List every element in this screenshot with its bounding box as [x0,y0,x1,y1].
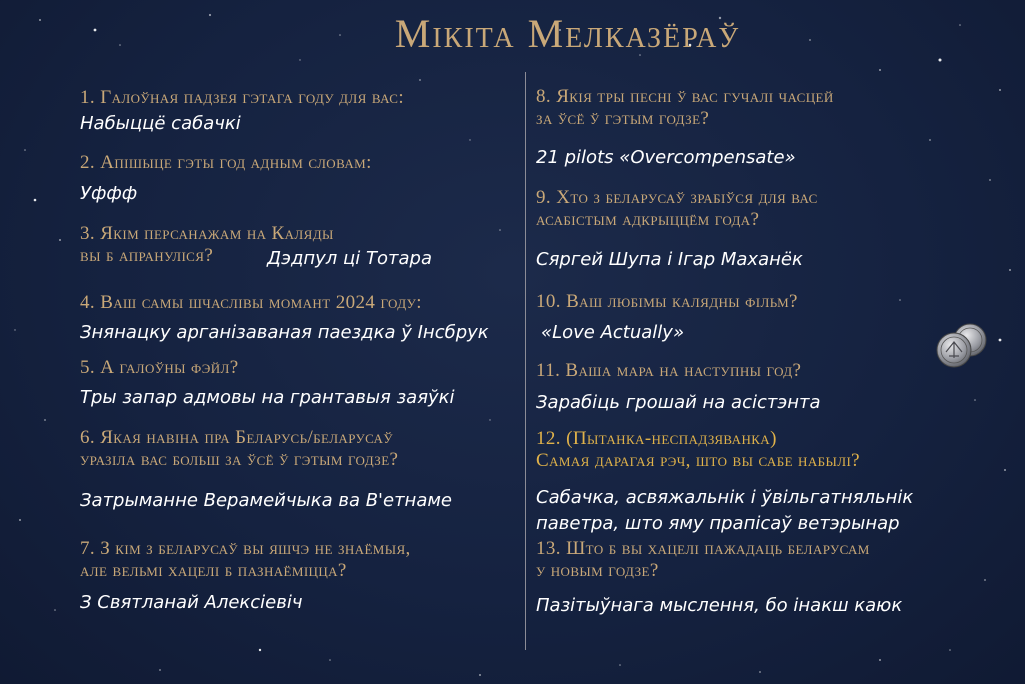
coins-icon [932,322,992,368]
answer-7 [80,590,303,616]
question-9 [536,187,818,231]
question-10 [536,291,798,313]
question-5 [80,357,239,379]
question-2 [80,152,372,174]
question-4-line-1: 4. Ваш самы шчаслівы момант 2024 году: [80,292,422,313]
question-13 [536,538,870,582]
question-1 [80,87,404,109]
answer-13-line-1: Пазітыўнага мыслення, бо інакш каюк [536,595,903,616]
question-11 [536,360,801,382]
question-8-line-2: за ўсё ў гэтым годзе? [536,108,710,129]
question-3-line-1: 3. Якім персанажам на Каляды [80,223,334,244]
answer-6-line-1: Затрыманне Верамейчыка ва В'етнаме [80,490,453,511]
question-6 [80,427,398,471]
question-4 [80,292,422,314]
question-2-line-1: 2. Апішыце гэты год адным словам: [80,152,372,173]
question-9-line-2: асабістым адкрыццём года? [536,209,760,230]
answer-2-line-1: Уффф [80,183,138,204]
answer-9 [536,247,803,273]
question-7-line-2: але вельмі хацелі б пазнаёміцца? [80,560,347,581]
answer-9-line-1: Сяргей Шупа і Ігар Маханёк [536,249,803,270]
answer-8 [536,145,796,171]
question-13-line-1: 13. Што б вы хацелі пажадаць беларусам [536,538,870,559]
question-10-line-1: 10. Ваш любімы калядны фільм? [536,291,798,312]
answer-12 [536,485,913,537]
question-12-line-1: 12. (Пытанка-неспадзяванка) [536,428,777,449]
question-12-line-2: Самая дарагая рэч, што вы сабе набылі? [536,450,861,471]
answer-1 [80,111,241,137]
question-3-line-2: вы б апрануліся? [80,245,214,266]
answer-13 [536,593,902,619]
answer-5 [80,385,455,411]
header [0,10,1025,57]
answer-12-line-1: Сабачка, асвяжальнік і ўвільгатняльнік [536,487,914,508]
question-5-line-1: 5. А галоўны фэйл? [80,357,239,378]
answer-5-line-1: Тры запар адмовы на грантавыя заяўкі [80,387,455,408]
question-6-line-2: уразіла вас больш за ўсё ў гэтым годзе? [80,449,399,470]
answer-11-line-1: Зарабіць грошай на асістэнта [536,392,821,413]
answer-10-line-1: «Love Actually» [541,322,685,343]
answer-4-line-1: Знянацку арганізаваная паездка ў Інсбрук [80,322,489,343]
answer-7-line-1: З Святланай Алексіевіч [80,592,303,613]
page-title: Мікіта Мелказёраў [394,11,741,56]
answer-12-line-2: паветра, што яму прапісаў ветэрынар [536,513,900,534]
answer-1-line-1: Набыццё сабачкі [80,113,241,134]
answer-8-line-1: 21 pilots «Overcompensate» [536,147,796,168]
question-12 [536,428,860,472]
question-13-line-2: у новым годзе? [536,560,659,581]
question-8-line-1: 8. Якія тры песні ў вас гучалі часцей [536,86,834,107]
question-6-line-1: 6. Якая навіна пра Беларусь/беларусаў [80,427,393,448]
answer-3 [267,246,432,272]
answer-6 [80,488,452,514]
answer-11 [536,390,821,416]
answer-4 [80,320,489,346]
question-7 [80,538,411,582]
answer-2 [80,181,137,207]
question-1-line-1: 1. Галоўная падзея гэтага году для вас: [80,87,404,108]
question-7-line-1: 7. З кім з беларусаў вы яшчэ не знаёмыя, [80,538,411,559]
question-8 [536,86,834,130]
question-11-line-1: 11. Ваша мара на наступны год? [536,360,802,381]
answer-3-line-1: Дэдпул ці Тотара [267,248,432,269]
question-9-line-1: 9. Хто з беларусаў зрабіўся для вас [536,187,818,208]
column-divider [525,72,526,650]
answer-10 [541,320,684,346]
